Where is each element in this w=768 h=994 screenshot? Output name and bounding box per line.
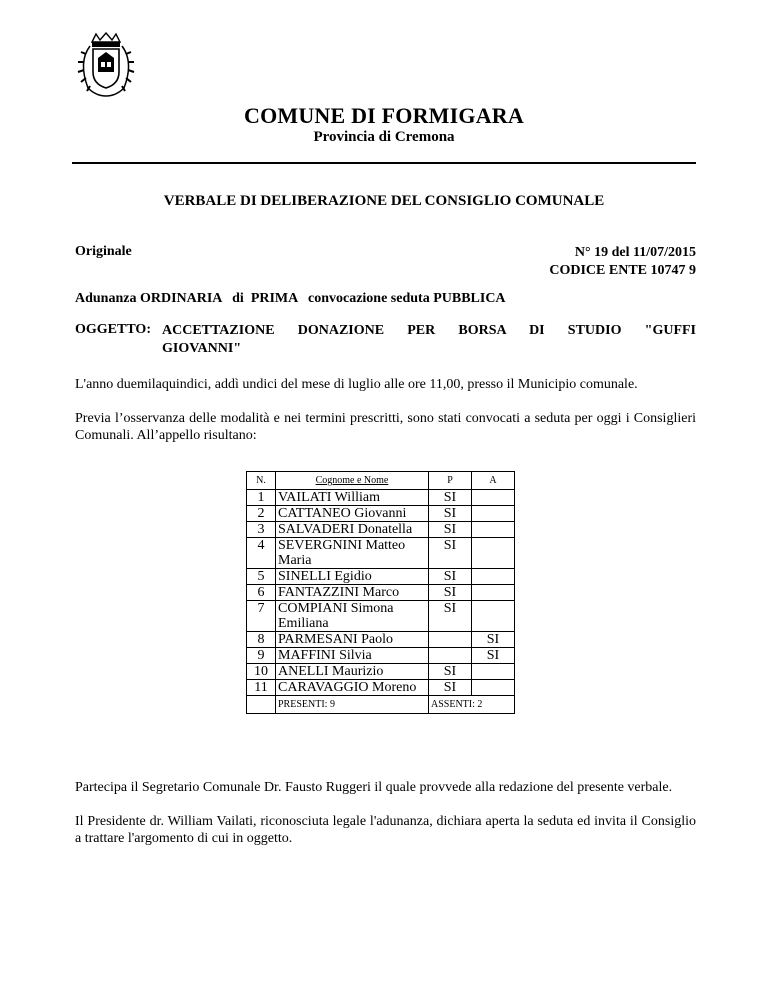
table-row — [247, 680, 515, 696]
table-row — [247, 632, 515, 648]
table-row — [247, 522, 515, 538]
subject-line-2: GIOVANNI" — [162, 341, 242, 356]
absent-cell — [472, 506, 515, 522]
councillor-name: SEVERGNINI Matteo Maria — [276, 538, 429, 569]
row-number: 1 — [247, 490, 276, 506]
councillor-name: SINELLI Egidio — [276, 569, 429, 585]
attendance-table — [246, 471, 515, 714]
row-number: 5 — [247, 569, 276, 585]
councillor-name: PARMESANI Paolo — [276, 632, 429, 648]
table-row — [247, 506, 515, 522]
present-cell: SI — [429, 522, 472, 538]
number-date: N° 19 del 11/07/2015 — [574, 245, 696, 260]
municipal-crest-icon — [74, 32, 138, 100]
councillor-name: FANTAZZINI Marco — [276, 585, 429, 601]
absent-cell — [472, 601, 515, 632]
present-cell: SI — [429, 506, 472, 522]
row-number: 3 — [247, 522, 276, 538]
present-cell: SI — [429, 569, 472, 585]
copy-type: Originale — [75, 244, 132, 259]
row-number: 6 — [247, 585, 276, 601]
absent-cell — [472, 569, 515, 585]
present-cell: SI — [429, 538, 472, 569]
document-number-block — [549, 244, 696, 280]
councillor-name: ANELLI Maurizio — [276, 664, 429, 680]
table-row — [247, 538, 515, 569]
present-cell — [429, 648, 472, 664]
header-divider — [72, 162, 696, 164]
absent-cell — [472, 490, 515, 506]
councillor-name: VAILATI William — [276, 490, 429, 506]
table-row — [247, 664, 515, 680]
intro-paragraph-2: Previa l’osservanza delle modalità e nei termini prescritti, sono stati convocati a seduta per oggi i Consiglieri Comunali. All’appello risultano: — [75, 411, 696, 443]
absent-cell — [472, 522, 515, 538]
assenti-total: ASSENTI: 2 — [429, 696, 515, 714]
closing-paragraph-1: Partecipa il Segretario Comunale Dr. Fausto Ruggeri il quale provvede alla redazione del presente verbale. — [75, 780, 673, 795]
subject-label: OGGETTO: — [75, 322, 151, 337]
row-number: 7 — [247, 601, 276, 632]
province-subtitle: Provincia di Cremona — [313, 129, 455, 145]
row-number: 2 — [247, 506, 276, 522]
councillor-name: SALVADERI Donatella — [276, 522, 429, 538]
header-name: Cognome e Nome — [276, 472, 429, 490]
absent-cell: SI — [472, 648, 515, 664]
absent-cell — [472, 538, 515, 569]
present-cell: SI — [429, 585, 472, 601]
councillor-name: MAFFINI Silvia — [276, 648, 429, 664]
subject-text — [162, 322, 696, 358]
row-number: 8 — [247, 632, 276, 648]
absent-cell — [472, 585, 515, 601]
councillor-name: CATTANEO Giovanni — [276, 506, 429, 522]
row-number: 10 — [247, 664, 276, 680]
totals-spacer — [247, 696, 276, 714]
present-cell: SI — [429, 680, 472, 696]
header-absent: A — [472, 472, 515, 490]
table-row — [247, 648, 515, 664]
councillor-name: CARAVAGGIO Moreno — [276, 680, 429, 696]
present-cell: SI — [429, 490, 472, 506]
subject-line-1: ACCETTAZIONE DONAZIONE PER BORSA DI STUDIO "GUFFI — [162, 323, 696, 338]
attendance-header-row — [247, 472, 515, 490]
table-row — [247, 490, 515, 506]
municipality-title: COMUNE DI FORMIGARA — [243, 103, 524, 128]
codice-ente: CODICE ENTE 10747 9 — [549, 263, 696, 278]
row-number: 9 — [247, 648, 276, 664]
intro-paragraph-1: L'anno duemilaquindici, addì undici del mese di luglio alle ore 11,00, presso il Municipio comunale. — [75, 377, 638, 392]
document-title: VERBALE DI DELIBERAZIONE DEL CONSIGLIO COMUNALE — [163, 193, 605, 209]
closing-paragraph-2: Il Presidente dr. William Vailati, riconosciuta legale l'adunanza, dichiara aperta la seduta ed invita il Consiglio a trattare l'argomento di cui in oggetto. — [75, 814, 696, 846]
present-cell: SI — [429, 664, 472, 680]
councillor-name: COMPIANI Simona Emiliana — [276, 601, 429, 632]
row-number: 4 — [247, 538, 276, 569]
header-present: P — [429, 472, 472, 490]
session-type: Adunanza ORDINARIA di PRIMA convocazione seduta PUBBLICA — [75, 291, 506, 306]
presenti-total: PRESENTI: 9 — [276, 696, 429, 714]
present-cell — [429, 632, 472, 648]
row-number: 11 — [247, 680, 276, 696]
absent-cell: SI — [472, 632, 515, 648]
attendance-body — [247, 490, 515, 714]
absent-cell — [472, 664, 515, 680]
table-row — [247, 601, 515, 632]
header-number: N. — [247, 472, 276, 490]
attendance-totals-row — [247, 696, 515, 714]
table-row — [247, 569, 515, 585]
present-cell: SI — [429, 601, 472, 632]
table-row — [247, 585, 515, 601]
absent-cell — [472, 680, 515, 696]
